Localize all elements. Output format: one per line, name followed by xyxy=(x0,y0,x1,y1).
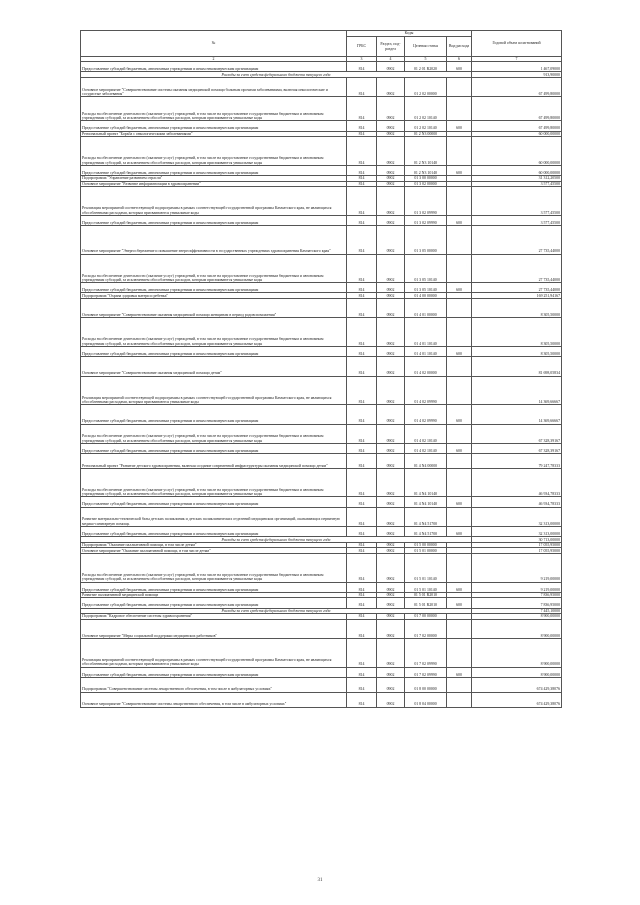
table-row xyxy=(81,598,562,608)
row-target-article: 01 3 02 09990 xyxy=(405,187,447,216)
row-target-article: 01 2 N3 10140 xyxy=(405,165,447,175)
row-section: 0902 xyxy=(377,298,405,317)
row-grbs: 814 xyxy=(347,468,377,497)
row-expense-kind: 600 xyxy=(447,283,472,293)
row-expense-kind xyxy=(447,137,472,166)
header-codes: Коды xyxy=(347,31,472,37)
row-amount: 46 934,78333 xyxy=(472,497,562,507)
row-amount: 8 900,00000 xyxy=(472,639,562,668)
table-row xyxy=(81,318,562,347)
row-target-article: 01 8 00 00000 xyxy=(405,677,447,692)
row-description: Основное мероприятие "Меры социальной поддержки медицинских работников" xyxy=(81,619,347,638)
row-section: 0902 xyxy=(377,254,405,283)
row-target-article: 01 4 N4 10140 xyxy=(405,468,447,497)
row-amount: 60 000,00000 xyxy=(472,131,562,137)
row-description: Предоставление субсидий бюджетным, автономным учреждениям и иным некоммерческим организациям xyxy=(81,121,347,131)
row-description: Предоставление субсидий бюджетным, автономным учреждениям и иным некоммерческим организациям xyxy=(81,527,347,537)
row-target-article: 01 5 01 10140 xyxy=(405,582,447,592)
row-section: 0902 xyxy=(377,639,405,668)
row-section: 0902 xyxy=(377,614,405,620)
row-grbs: 814 xyxy=(347,346,377,356)
table-row xyxy=(81,298,562,317)
colnum-1: 2 xyxy=(81,57,347,62)
row-amount: 169 251,94167 xyxy=(472,293,562,299)
row-grbs: 814 xyxy=(347,215,377,225)
row-description: Основное мероприятие "Оказание паллиативной помощи, в том числе детям" xyxy=(81,548,347,554)
row-expense-kind: 600 xyxy=(447,62,472,72)
row-grbs: 814 xyxy=(347,614,377,620)
row-description: Региональный проект "Борьба с онкологическими заболеваниями" xyxy=(81,131,347,137)
row-grbs: 814 xyxy=(347,97,377,121)
row-section: 0902 xyxy=(377,527,405,537)
row-expense-kind xyxy=(447,78,472,97)
row-expense-kind xyxy=(447,318,472,347)
row-amount: 31 312,20500 xyxy=(472,176,562,182)
row-amount: 674 429,38076 xyxy=(472,677,562,692)
row-section: 0902 xyxy=(377,542,405,548)
table-row xyxy=(81,507,562,526)
header-section: Раздел, под-раздел xyxy=(377,37,405,57)
row-expense-kind: 600 xyxy=(447,215,472,225)
row-description: Предоставление субсидий бюджетным, автономным учреждениям и иным некоммерческим организациям xyxy=(81,497,347,507)
row-description: Расходы на обеспечение деятельности (оказание услуг) учреждений, в том числе на предоставление государственным бюджетным и автономным учреждениям субсидий, за исключением обособленных расходов, которым присваиваются уникальные коды xyxy=(81,137,347,166)
row-grbs: 814 xyxy=(347,181,377,187)
row-description: Подпрограмма "Оказание паллиативной помощи, в том числе детям" xyxy=(81,542,347,548)
row-expense-kind: 600 xyxy=(447,443,472,453)
row-amount: 27 735,44000 xyxy=(472,226,562,255)
row-target-article: 01 3 00 00000 xyxy=(405,176,447,182)
table-row xyxy=(81,454,562,469)
row-target-article: 01 2 N3 00000 xyxy=(405,131,447,137)
table-row xyxy=(81,215,562,225)
table-row xyxy=(81,78,562,97)
row-description: Подпрограмма "Управление развитием отрасли" xyxy=(81,176,347,182)
row-section: 0902 xyxy=(377,454,405,469)
table-row xyxy=(81,121,562,131)
row-expense-kind: 600 xyxy=(447,346,472,356)
table-row xyxy=(81,497,562,507)
row-section: 0902 xyxy=(377,346,405,356)
row-amount: 3 577,45500 xyxy=(472,215,562,225)
row-grbs: 814 xyxy=(347,137,377,166)
row-target-article: 01 5 01 R2010 xyxy=(405,598,447,608)
table-row xyxy=(81,376,562,405)
table-row xyxy=(81,254,562,283)
row-description: Основное мероприятие "Совершенствование системы лекарственного обеспечения, в том числе в амбулаторных условиях" xyxy=(81,692,347,707)
table-row xyxy=(81,692,562,707)
table-row xyxy=(81,405,562,424)
row-amount: 3 577,45500 xyxy=(472,181,562,187)
row-expense-kind: 600 xyxy=(447,121,472,131)
row-expense-kind: 600 xyxy=(447,598,472,608)
row-description: Предоставление субсидий бюджетным, автономным учреждениям и иным некоммерческим организациям xyxy=(81,165,347,175)
row-section: 0902 xyxy=(377,497,405,507)
row-description: Реализация мероприятий соответствующей подпрограммы в рамках соответствующей государственной программы Камчатского края, не являющихся обособленными расходами, которым присваиваются уникальные коды xyxy=(81,376,347,405)
row-description: Реализация мероприятий соответствующей подпрограммы в рамках соответствующей государственной программы Камчатского края, не являющихся обособленными расходами, которым присваиваются уникальные коды xyxy=(81,187,347,216)
row-target-article: 01 3 05 00000 xyxy=(405,226,447,255)
funding-note-amount: 7 445,10000 xyxy=(472,608,562,614)
row-section: 0902 xyxy=(377,121,405,131)
row-grbs: 814 xyxy=(347,677,377,692)
row-description: Подпрограмма "Охрана здоровья матери и ребенка" xyxy=(81,293,347,299)
row-target-article: 01 4 01 10140 xyxy=(405,346,447,356)
row-grbs: 814 xyxy=(347,527,377,537)
row-target-article: 01 4 02 10140 xyxy=(405,443,447,453)
row-amount: 32 313,00000 xyxy=(472,507,562,526)
row-section: 0902 xyxy=(377,405,405,424)
row-target-article: 01 2 02 10140 xyxy=(405,121,447,131)
row-target-article: 01 2 01 R2020 xyxy=(405,62,447,72)
row-section: 0902 xyxy=(377,677,405,692)
row-grbs: 814 xyxy=(347,424,377,443)
row-grbs: 814 xyxy=(347,582,377,592)
funding-note-amount: 913,90000 xyxy=(472,72,562,78)
row-grbs: 814 xyxy=(347,283,377,293)
colnum-3: 4 xyxy=(377,57,405,62)
row-target-article: 01 2 N3 10140 xyxy=(405,137,447,166)
row-target-article: 01 4 02 09990 xyxy=(405,376,447,405)
row-description: Предоставление субсидий бюджетным, автономным учреждениям и иным некоммерческим организациям xyxy=(81,62,347,72)
funding-note-text: Расходы за счет средств федерального бюджета текущего года xyxy=(81,608,472,614)
row-grbs: 814 xyxy=(347,131,377,137)
row-expense-kind xyxy=(447,454,472,469)
row-target-article: 01 4 01 00000 xyxy=(405,298,447,317)
funding-note-text: Расходы за счет средств федерального бюджета текущего года xyxy=(81,537,472,543)
table-row xyxy=(81,97,562,121)
header-grbs: ГРБС xyxy=(347,37,377,57)
table-row xyxy=(81,527,562,537)
row-target-article: 01 5 01 10140 xyxy=(405,554,447,583)
table-row xyxy=(81,582,562,592)
row-target-article: 01 7 02 09990 xyxy=(405,639,447,668)
row-target-article: 01 7 02 00000 xyxy=(405,619,447,638)
row-description: Основное мероприятие "Энергосбережение и повышение энергоэффективности в государственных учреждениях здравоохранения Камчатского края" xyxy=(81,226,347,255)
row-target-article: 01 4 02 09990 xyxy=(405,405,447,424)
row-target-article: 01 3 02 00000 xyxy=(405,181,447,187)
row-expense-kind xyxy=(447,226,472,255)
row-target-article: 01 4 00 00000 xyxy=(405,293,447,299)
row-grbs: 814 xyxy=(347,497,377,507)
funding-note-text: Расходы за счет средств федерального бюджета текущего года xyxy=(81,72,472,78)
table-row xyxy=(81,619,562,638)
row-grbs: 814 xyxy=(347,639,377,668)
row-section: 0902 xyxy=(377,215,405,225)
row-target-article: 01 4 N4 00000 xyxy=(405,454,447,469)
row-grbs: 814 xyxy=(347,376,377,405)
row-description: Предоставление субсидий бюджетным, автономным учреждениям и иным некоммерческим организациям xyxy=(81,598,347,608)
row-target-article: 01 4 02 10140 xyxy=(405,424,447,443)
row-target-article: 01 5 01 R2010 xyxy=(405,592,447,598)
row-amount: 8 900,00000 xyxy=(472,667,562,677)
row-section: 0902 xyxy=(377,582,405,592)
row-target-article: 01 4 N4 51700 xyxy=(405,507,447,526)
row-grbs: 814 xyxy=(347,318,377,347)
table-row xyxy=(81,346,562,356)
row-grbs: 814 xyxy=(347,176,377,182)
row-grbs: 814 xyxy=(347,454,377,469)
row-description: Предоставление субсидий бюджетным, автономным учреждениям и иным некоммерческим организациям xyxy=(81,582,347,592)
row-target-article: 01 5 01 00000 xyxy=(405,548,447,554)
row-amount: 67 499,80000 xyxy=(472,121,562,131)
row-target-article: 01 2 02 10140 xyxy=(405,97,447,121)
row-amount: 27 735,44000 xyxy=(472,283,562,293)
row-grbs: 814 xyxy=(347,548,377,554)
header-target: Целевая статья xyxy=(405,37,447,57)
row-amount: 3 577,45500 xyxy=(472,187,562,216)
row-section: 0902 xyxy=(377,283,405,293)
row-description: Подпрограмма "Совершенствование системы лекарственного обеспечения, в том числе в амбулаторных условиях" xyxy=(81,677,347,692)
row-expense-kind xyxy=(447,424,472,443)
row-amount: 67 499,80000 xyxy=(472,97,562,121)
row-description: Региональный проект "Развитие детского здравоохранения, включая создание современной инфраструктуры оказания медицинской помощи детям" xyxy=(81,454,347,469)
row-section: 0902 xyxy=(377,62,405,72)
row-grbs: 814 xyxy=(347,598,377,608)
row-expense-kind xyxy=(447,554,472,583)
row-expense-kind xyxy=(447,677,472,692)
row-section: 0902 xyxy=(377,592,405,598)
row-description: Основное мероприятие "Совершенствование оказания медицинской помощи детям" xyxy=(81,357,347,376)
table-row xyxy=(81,667,562,677)
row-expense-kind xyxy=(447,639,472,668)
row-grbs: 814 xyxy=(347,298,377,317)
row-expense-kind xyxy=(447,507,472,526)
row-section: 0902 xyxy=(377,619,405,638)
row-target-article: 01 2 02 00000 xyxy=(405,78,447,97)
row-description: Развитие материально-технической базы детских поликлиник и детских поликлинических отделений медицинских организаций, оказывающих первичную медико-санитарную помощь xyxy=(81,507,347,526)
row-section: 0902 xyxy=(377,187,405,216)
row-expense-kind xyxy=(447,357,472,376)
row-target-article: 01 4 01 10140 xyxy=(405,318,447,347)
row-target-article: 01 3 05 10140 xyxy=(405,283,447,293)
row-amount: 7 836,95000 xyxy=(472,592,562,598)
row-section: 0902 xyxy=(377,318,405,347)
row-section: 0902 xyxy=(377,376,405,405)
funding-note-amount: 30 713,00000 xyxy=(472,537,562,543)
row-description: Предоставление субсидий бюджетным, автономным учреждениям и иным некоммерческим организациям xyxy=(81,667,347,677)
row-grbs: 814 xyxy=(347,187,377,216)
table-row xyxy=(81,554,562,583)
row-section: 0902 xyxy=(377,424,405,443)
row-grbs: 814 xyxy=(347,293,377,299)
row-description: Основное мероприятие "Развитие информатизации в здравоохранении" xyxy=(81,181,347,187)
table-row xyxy=(81,357,562,376)
row-description: Расходы на обеспечение деятельности (оказание услуг) учреждений, в том числе на предоставление государственным бюджетным и автономным учреждениям субсидий, за исключением обособленных расходов, которым присваиваются уникальные коды xyxy=(81,254,347,283)
colnum-4: 5 xyxy=(405,57,447,62)
row-section: 0902 xyxy=(377,226,405,255)
row-description: Расходы на обеспечение деятельности (оказание услуг) учреждений, в том числе на предоставление государственным бюджетным и автономным учреждениям субсидий, за исключением обособленных расходов, которым присваиваются уникальные коды xyxy=(81,97,347,121)
row-target-article: 01 5 00 00000 xyxy=(405,542,447,548)
row-expense-kind xyxy=(447,298,472,317)
row-amount: 32 313,00000 xyxy=(472,527,562,537)
row-expense-kind xyxy=(447,619,472,638)
table-row xyxy=(81,226,562,255)
table-row xyxy=(81,62,562,72)
row-description: Предоставление субсидий бюджетным, автономным учреждениям и иным некоммерческим организациям xyxy=(81,283,347,293)
row-grbs: 814 xyxy=(347,226,377,255)
row-expense-kind xyxy=(447,692,472,707)
row-expense-kind xyxy=(447,187,472,216)
table-row xyxy=(81,137,562,166)
row-description: Предоставление субсидий бюджетным, автономным учреждениям и иным некоммерческим организациям xyxy=(81,346,347,356)
row-amount: 67 328,39167 xyxy=(472,424,562,443)
row-amount: 674 429,38076 xyxy=(472,692,562,707)
row-target-article: 01 3 05 10140 xyxy=(405,254,447,283)
row-amount: 1 467,09000 xyxy=(472,62,562,72)
table-row xyxy=(81,424,562,443)
row-section: 0902 xyxy=(377,131,405,137)
row-expense-kind: 600 xyxy=(447,527,472,537)
row-amount: 60 000,00000 xyxy=(472,165,562,175)
row-grbs: 814 xyxy=(347,507,377,526)
row-expense-kind: 600 xyxy=(447,405,472,424)
row-grbs: 814 xyxy=(347,254,377,283)
row-description: Основное мероприятие "Совершенствование оказания медицинской помощи женщинам в период родовспоможения" xyxy=(81,298,347,317)
row-expense-kind: 600 xyxy=(447,497,472,507)
row-target-article: 01 4 N4 51700 xyxy=(405,527,447,537)
header-number: № xyxy=(81,31,347,57)
row-amount: 9 219,00000 xyxy=(472,554,562,583)
table-row xyxy=(81,187,562,216)
budget-allocation-table xyxy=(80,30,562,708)
row-amount: 8 305,50000 xyxy=(472,298,562,317)
row-section: 0902 xyxy=(377,293,405,299)
row-section: 0902 xyxy=(377,548,405,554)
table-row xyxy=(81,639,562,668)
row-description: Подпрограмма "Кадровое обеспечение системы здравоохранения" xyxy=(81,614,347,620)
row-amount: 9 219,00000 xyxy=(472,582,562,592)
row-section: 0902 xyxy=(377,137,405,166)
row-amount: 46 934,78333 xyxy=(472,468,562,497)
row-grbs: 814 xyxy=(347,357,377,376)
row-section: 0902 xyxy=(377,667,405,677)
row-amount: 60 000,00000 xyxy=(472,137,562,166)
row-amount: 14 369,66667 xyxy=(472,405,562,424)
row-amount: 79 247,78333 xyxy=(472,454,562,469)
row-description: Основное мероприятие "Совершенствование системы оказания медицинской помощи больным прочими заболеваниями, включая онкологические и сосудистые заболевания" xyxy=(81,78,347,97)
table-header xyxy=(81,31,562,62)
row-grbs: 814 xyxy=(347,443,377,453)
row-grbs: 814 xyxy=(347,592,377,598)
row-amount: 8 305,50000 xyxy=(472,318,562,347)
row-description: Развитие паллиативной медицинской помощи xyxy=(81,592,347,598)
row-grbs: 814 xyxy=(347,121,377,131)
row-description: Реализация мероприятий соответствующей подпрограммы в рамках соответствующей государственной программы Камчатского края, не являющихся обособленными расходами, которым присваиваются уникальные коды xyxy=(81,639,347,668)
page-number: 31 xyxy=(317,878,323,883)
row-grbs: 814 xyxy=(347,62,377,72)
row-grbs: 814 xyxy=(347,692,377,707)
row-description: Расходы на обеспечение деятельности (оказание услуг) учреждений, в том числе на предоставление государственным бюджетным и автономным учреждениям субсидий, за исключением обособленных расходов, которым присваиваются уникальные коды xyxy=(81,554,347,583)
row-description: Предоставление субсидий бюджетным, автономным учреждениям и иным некоммерческим организациям xyxy=(81,443,347,453)
row-amount: 67 328,39167 xyxy=(472,443,562,453)
row-amount: 14 369,66667 xyxy=(472,376,562,405)
row-section: 0902 xyxy=(377,692,405,707)
row-expense-kind: 600 xyxy=(447,582,472,592)
row-amount: 7 836,95000 xyxy=(472,598,562,608)
row-section: 0902 xyxy=(377,468,405,497)
row-section: 0902 xyxy=(377,78,405,97)
row-amount: 8 900,00000 xyxy=(472,614,562,620)
row-section: 0902 xyxy=(377,554,405,583)
row-expense-kind xyxy=(447,376,472,405)
row-expense-kind: 600 xyxy=(447,667,472,677)
table-row xyxy=(81,165,562,175)
colnum-2: 3 xyxy=(347,57,377,62)
row-target-article: 01 4 02 00000 xyxy=(405,357,447,376)
colnum-6: 7 xyxy=(472,57,562,62)
row-section: 0902 xyxy=(377,176,405,182)
table-row xyxy=(81,468,562,497)
row-grbs: 814 xyxy=(347,554,377,583)
row-description: Предоставление субсидий бюджетным, автономным учреждениям и иным некоммерческим организациям xyxy=(81,405,347,424)
row-description: Предоставление субсидий бюджетным, автономным учреждениям и иным некоммерческим организациям xyxy=(81,215,347,225)
table-row xyxy=(81,677,562,692)
row-amount: 27 735,44000 xyxy=(472,254,562,283)
row-target-article: 01 3 02 09990 xyxy=(405,215,447,225)
row-grbs: 814 xyxy=(347,667,377,677)
header-kind: Вид расхода xyxy=(447,37,472,57)
colnum-5: 6 xyxy=(447,57,472,62)
row-grbs: 814 xyxy=(347,542,377,548)
row-description: Расходы на обеспечение деятельности (оказание услуг) учреждений, в том числе на предоставление государственным бюджетным и автономным учреждениям субсидий, за исключением обособленных расходов, которым присваиваются уникальные коды xyxy=(81,468,347,497)
table-body xyxy=(81,62,562,707)
row-amount: 17 055,95000 xyxy=(472,542,562,548)
row-expense-kind: 600 xyxy=(447,165,472,175)
row-grbs: 814 xyxy=(347,165,377,175)
row-target-article: 01 7 02 09990 xyxy=(405,667,447,677)
row-expense-kind xyxy=(447,468,472,497)
row-expense-kind xyxy=(447,97,472,121)
row-section: 0902 xyxy=(377,181,405,187)
header-amount: Годовой объем ассигнований xyxy=(472,31,562,57)
row-grbs: 814 xyxy=(347,405,377,424)
row-amount: 81 698,05834 xyxy=(472,357,562,376)
row-target-article: 01 4 N4 10140 xyxy=(405,497,447,507)
budget-table-container xyxy=(80,30,561,708)
row-grbs: 814 xyxy=(347,619,377,638)
row-amount: 8 900,00000 xyxy=(472,619,562,638)
table-row xyxy=(81,443,562,453)
row-section: 0902 xyxy=(377,507,405,526)
row-amount: 17 055,95000 xyxy=(472,548,562,554)
row-amount: 67 499,80000 xyxy=(472,78,562,97)
row-section: 0902 xyxy=(377,598,405,608)
table-row xyxy=(81,283,562,293)
row-section: 0902 xyxy=(377,357,405,376)
row-target-article: 01 8 04 00000 xyxy=(405,692,447,707)
row-description: Расходы на обеспечение деятельности (оказание услуг) учреждений, в том числе на предоставление государственным бюджетным и автономным учреждениям субсидий, за исключением обособленных расходов, которым присваиваются уникальные коды xyxy=(81,318,347,347)
row-section: 0902 xyxy=(377,165,405,175)
row-section: 0902 xyxy=(377,97,405,121)
row-section: 0902 xyxy=(377,443,405,453)
row-amount: 8 305,50000 xyxy=(472,346,562,356)
row-grbs: 814 xyxy=(347,78,377,97)
row-expense-kind xyxy=(447,254,472,283)
row-target-article: 01 7 00 00000 xyxy=(405,614,447,620)
row-description: Расходы на обеспечение деятельности (оказание услуг) учреждений, в том числе на предоставление государственным бюджетным и автономным учреждениям субсидий, за исключением обособленных расходов, которым присваиваются уникальные коды xyxy=(81,424,347,443)
